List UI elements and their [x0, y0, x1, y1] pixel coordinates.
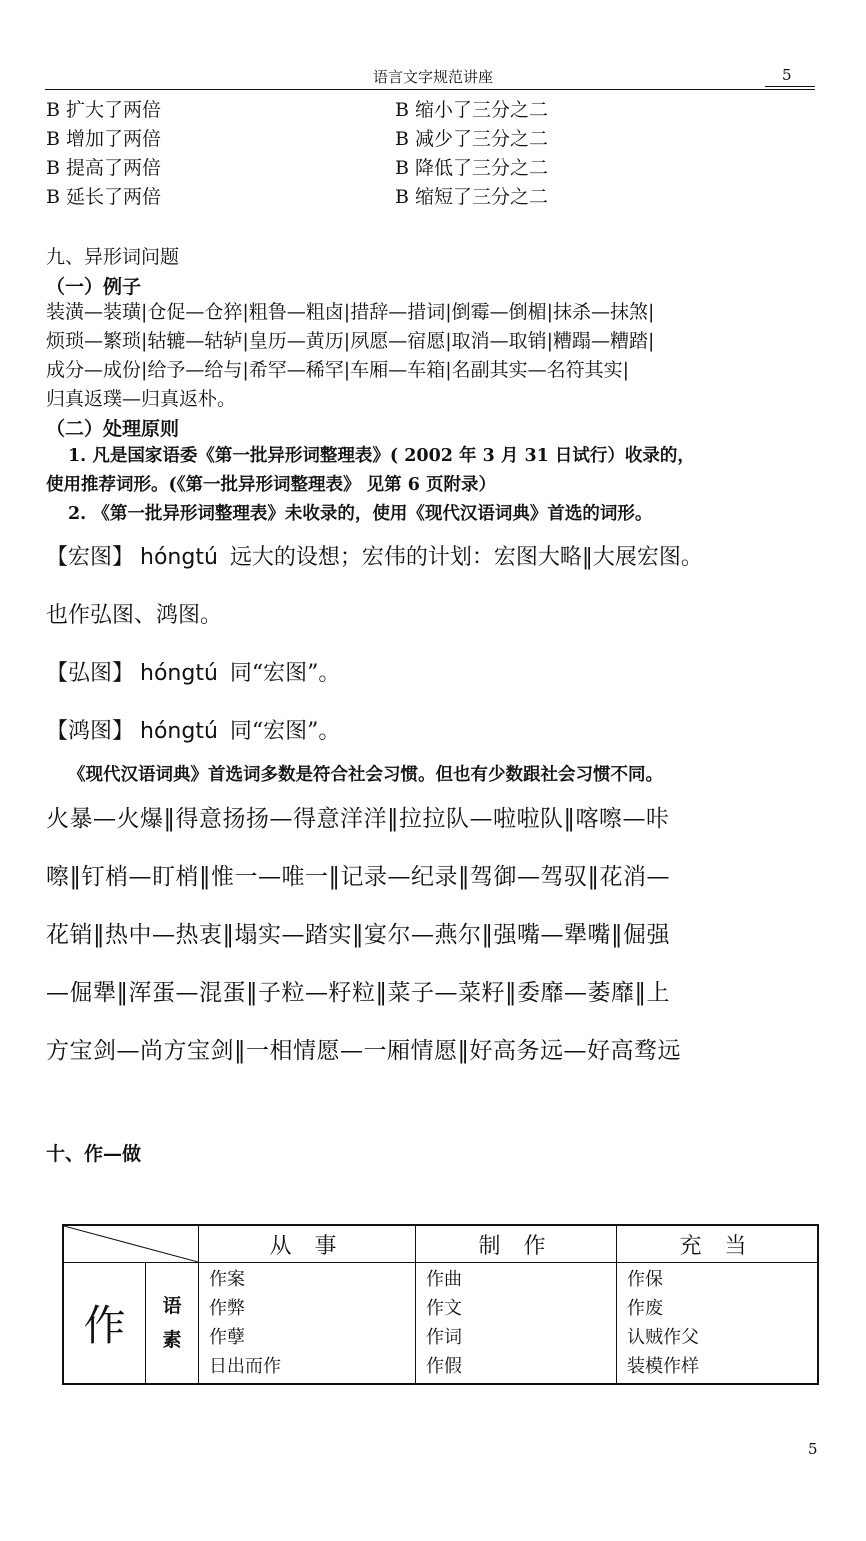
page-footer-number: 5 [808, 1440, 818, 1458]
table-item: 作曲 [426, 1269, 462, 1290]
table-item: 认贼作父 [627, 1327, 699, 1348]
column-header: 从 事 [199, 1225, 416, 1263]
side-label-char: 语 [162, 1295, 182, 1317]
table-item: 作弊 [209, 1298, 245, 1319]
diagonal-header-cell [63, 1225, 199, 1263]
table-item: 作孽 [209, 1327, 245, 1348]
b-line-left: B 延长了两倍 [46, 186, 162, 208]
b-line-right: B 缩小了三分之二 [395, 99, 549, 121]
dict-definition: 远大的设想；宏伟的计划：宏图大略‖大展宏图。 [229, 545, 703, 570]
side-label-char: 素 [162, 1329, 182, 1351]
rule-2: 2. 《第一批异形词整理表》未收录的，使用《现代汉语词典》首选的词形。 [68, 504, 653, 524]
table-item: 作词 [426, 1327, 462, 1348]
b-line [46, 154, 806, 183]
dict-entry [46, 543, 703, 573]
b-answer-lines [46, 96, 806, 212]
column-items [617, 1263, 819, 1385]
b-line-right: B 缩短了三分之二 [395, 186, 549, 208]
b-line-left: B 扩大了两倍 [46, 99, 162, 121]
rule-1-line-a: 1. 凡是国家语委《第一批异形词整理表》( 2002 年 3 月 31 日试行）收录的， [68, 446, 695, 466]
dict-pinyin: hóngtú [140, 719, 218, 744]
dict-entry [46, 601, 222, 631]
b-line-left: B 增加了两倍 [46, 128, 162, 150]
examples-block [46, 298, 806, 414]
b-line [46, 183, 806, 212]
b-line-left: B 提高了两倍 [46, 157, 162, 179]
rule-1-line-b: 使用推荐词形。(《第一批异形词整理表》 见第 6 页附录） [46, 475, 496, 495]
page-header-number: 5 [782, 66, 792, 84]
column-items [199, 1263, 416, 1385]
variant-line: 方宝剑—尚方宝剑‖一相情愿—一厢情愿‖好高务远—好高骛远 [46, 1038, 681, 1064]
dict-headword: 【鸿图】 [46, 719, 135, 744]
table-big-char: 作 [63, 1263, 146, 1385]
table-item: 作案 [209, 1269, 245, 1290]
b-line [46, 96, 806, 125]
variant-line: 火暴—火爆‖得意扬扬—得意洋洋‖拉拉队—啦啦队‖喀嚓—咔 [46, 806, 670, 832]
examples-line: 烦琐—繁琐|轱辘—轱轳|皇历—黄历|夙愿—宿愿|取消—取销|糟蹋—糟踏| [46, 330, 655, 352]
column-items [416, 1263, 617, 1385]
examples-line: 归真返璞—归真返朴。 [46, 388, 237, 410]
dict-entry [46, 659, 340, 689]
dictionary-note: 《现代汉语词典》首选词多数是符合社会习惯。但也有少数跟社会习惯不同。 [68, 765, 663, 785]
variant-word-list [46, 790, 822, 1080]
column-header: 充 当 [617, 1225, 819, 1263]
dict-definition: 也作弘图、鸿图。 [46, 603, 223, 628]
b-line [46, 125, 806, 154]
table-item: 作废 [627, 1298, 663, 1319]
dict-headword: 【弘图】 [46, 661, 135, 686]
section-9-sub1: （一）例子 [46, 276, 142, 298]
examples-line: 装潢—装璜|仓促—仓猝|粗鲁—粗卤|措辞—措词|倒霉—倒楣|抹杀—抹煞| [46, 301, 655, 323]
section-9-title: 九、异形词问题 [46, 246, 180, 268]
table-side-label [146, 1263, 199, 1385]
table-item: 装模作样 [627, 1356, 699, 1377]
table-item: 日出而作 [209, 1356, 281, 1377]
table-item: 作文 [426, 1298, 462, 1319]
b-line-right: B 降低了三分之二 [395, 157, 549, 179]
dict-headword: 【宏图】 [46, 545, 135, 570]
page-header-title: 语言文字规范讲座 [372, 68, 493, 86]
variant-line: 嚓‖钉梢—盯梢‖惟一—唯一‖记录—纪录‖驾御—驾驭‖花消— [46, 864, 670, 890]
variant-line: 花销‖热中—热衷‖塌实—踏实‖宴尔—燕尔‖强嘴—犟嘴‖倔强 [46, 922, 670, 948]
dict-definition: 同“宏图”。 [229, 661, 341, 686]
header-rule [45, 89, 815, 90]
table-item: 作保 [627, 1269, 663, 1290]
examples-line: 成分—成份|给予—给与|希罕—稀罕|车厢—车箱|名副其实—名符其实| [46, 359, 630, 381]
zuo-table [62, 1224, 819, 1385]
dict-definition: 同“宏图”。 [229, 719, 341, 744]
diagonal-line [64, 1226, 198, 1262]
header-number-underline [765, 86, 815, 87]
section-9-sub2: （二）处理原则 [46, 418, 180, 440]
dict-entry [46, 717, 340, 747]
b-line-right: B 减少了三分之二 [395, 128, 549, 150]
section-10-title: 十、作—做 [46, 1143, 142, 1165]
variant-line: —倔犟‖浑蛋—混蛋‖子粒—籽粒‖菜子—菜籽‖委靡—萎靡‖上 [46, 980, 670, 1006]
dict-pinyin: hóngtú [140, 545, 218, 570]
dict-pinyin: hóngtú [140, 661, 218, 686]
table-item: 作假 [426, 1356, 462, 1377]
column-header: 制 作 [416, 1225, 617, 1263]
